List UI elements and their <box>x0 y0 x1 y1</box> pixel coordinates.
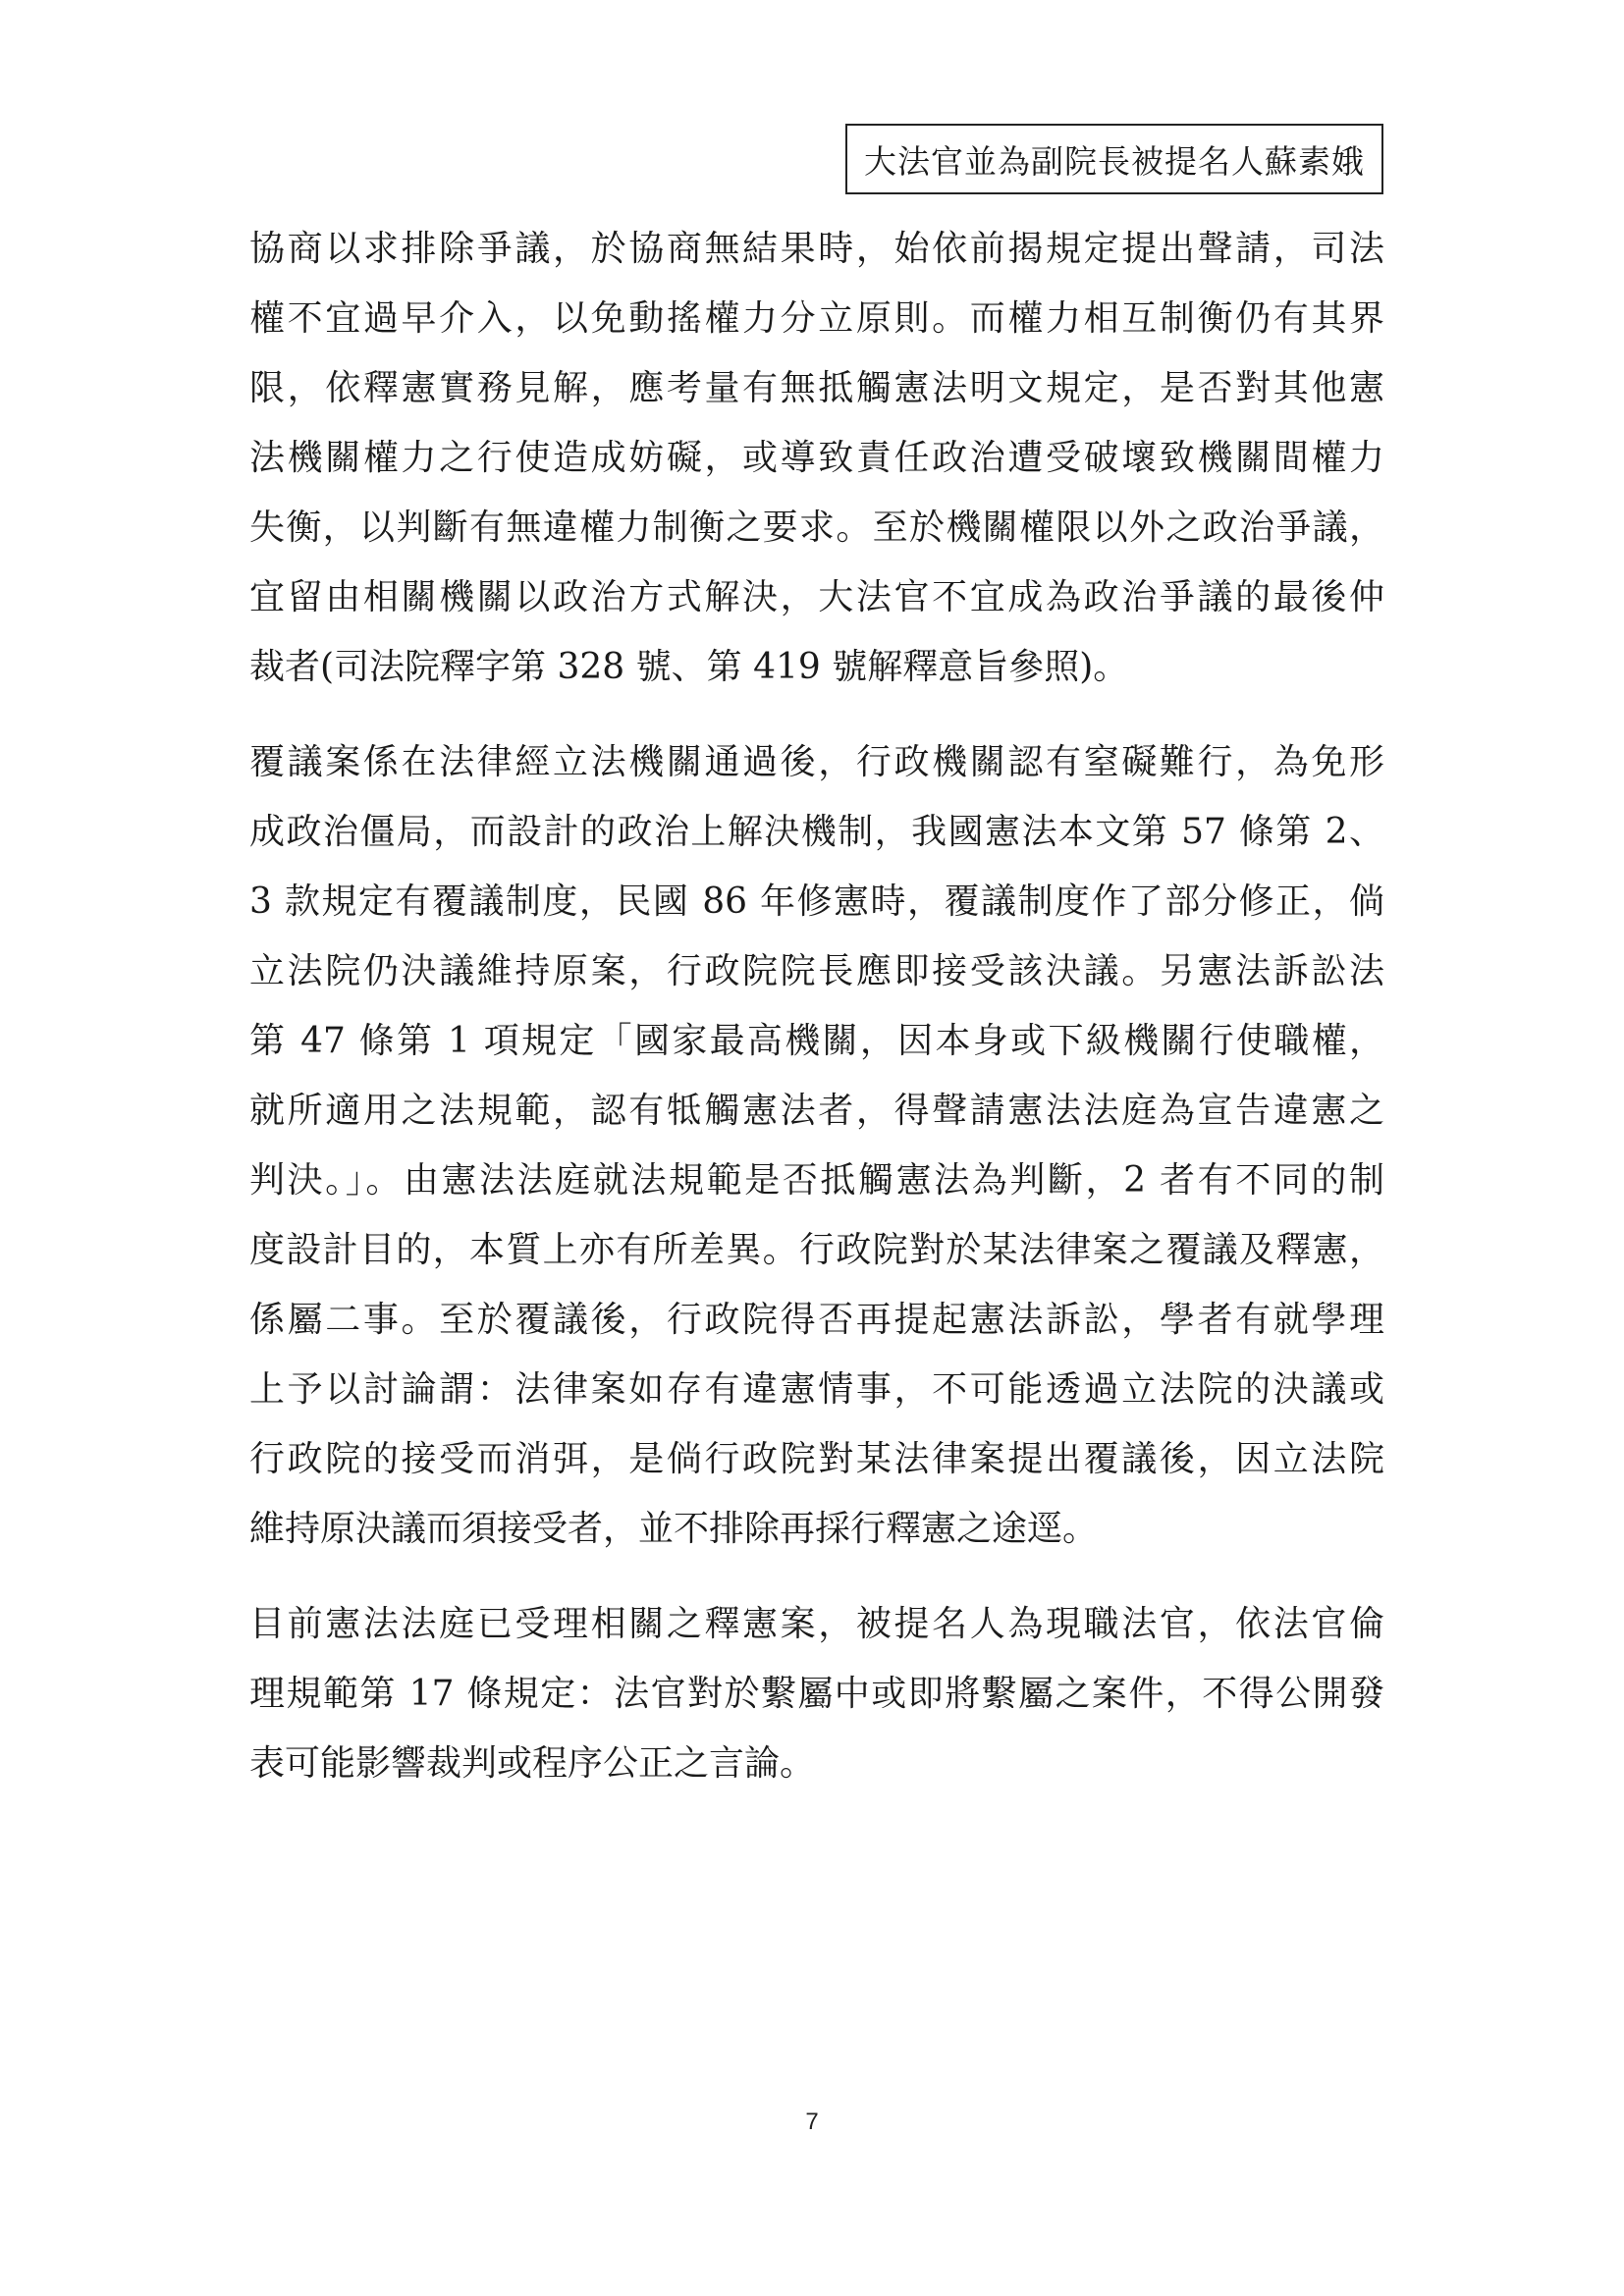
text-line: 法機關權力之行使造成妨礙，或導致責任政治遭受破壞致機關間權力 <box>249 438 1384 478</box>
nominee-header-title: 大法官並為副院長被提名人蘇素娥 <box>864 141 1365 181</box>
text-line: 3 款規定有覆議制度，民國 86 年修憲時，覆議制度作了部分修正，倘 <box>249 881 1384 922</box>
document-body <box>249 214 1384 1824</box>
text-line: 度設計目的，本質上亦有所差異。行政院對於某法律案之覆議及釋憲， <box>249 1230 1384 1270</box>
page-number: 7 <box>805 2109 819 2135</box>
text-line: 第 47 條第 1 項規定「國家最高機關，因本身或下級機關行使職權， <box>249 1021 1384 1061</box>
text-line: 成政治僵局，而設計的政治上解決機制，我國憲法本文第 57 條第 2、 <box>249 812 1384 852</box>
paragraph-1 <box>249 214 1384 702</box>
text-line: 維持原決議而須接受者，並不排除再採行釋憲之途逕。 <box>249 1509 1099 1549</box>
text-line: 宜留由相關機關以政治方式解決，大法官不宜成為政治爭議的最後仲 <box>249 577 1384 617</box>
text-line: 裁者(司法院釋字第 328 號、第 419 號解釋意旨參照)。 <box>249 647 1129 687</box>
text-line: 失衡，以判斷有無違權力制衡之要求。至於機關權限以外之政治爭議， <box>249 507 1384 548</box>
text-line: 上予以討論謂：法律案如存有違憲情事，不可能透過立法院的決議或 <box>249 1369 1384 1410</box>
text-line: 係屬二事。至於覆議後，行政院得否再提起憲法訴訟，學者有就學理 <box>249 1300 1384 1340</box>
text-line: 覆議案係在法律經立法機關通過後，行政機關認有窒礙難行，為免形 <box>249 742 1384 782</box>
text-line: 權不宜過早介入，以免動搖權力分立原則。而權力相互制衡仍有其界 <box>249 298 1384 339</box>
text-line: 立法院仍決議維持原案，行政院院長應即接受該決議。另憲法訴訟法 <box>249 951 1384 991</box>
text-line: 就所適用之法規範，認有牴觸憲法者，得聲請憲法法庭為宣告違憲之 <box>249 1091 1384 1131</box>
paragraph-2 <box>249 727 1384 1564</box>
text-line: 限，依釋憲實務見解，應考量有無抵觸憲法明文規定，是否對其他憲 <box>249 368 1384 408</box>
nominee-header-box <box>845 124 1383 194</box>
text-line: 判決。」。由憲法法庭就法規範是否抵觸憲法為判斷，2 者有不同的制 <box>249 1160 1384 1201</box>
text-line: 行政院的接受而消弭，是倘行政院對某法律案提出覆議後，因立法院 <box>249 1439 1384 1479</box>
text-line: 目前憲法法庭已受理相關之釋憲案，被提名人為現職法官，依法官倫 <box>249 1604 1384 1644</box>
text-line: 協商以求排除爭議，於協商無結果時，始依前揭規定提出聲請，司法 <box>249 229 1384 269</box>
text-line: 理規範第 17 條規定：法官對於繫屬中或即將繫屬之案件，不得公開發 <box>249 1674 1384 1714</box>
paragraph-3 <box>249 1589 1384 1798</box>
text-line: 表可能影響裁判或程序公正之言論。 <box>249 1743 816 1784</box>
